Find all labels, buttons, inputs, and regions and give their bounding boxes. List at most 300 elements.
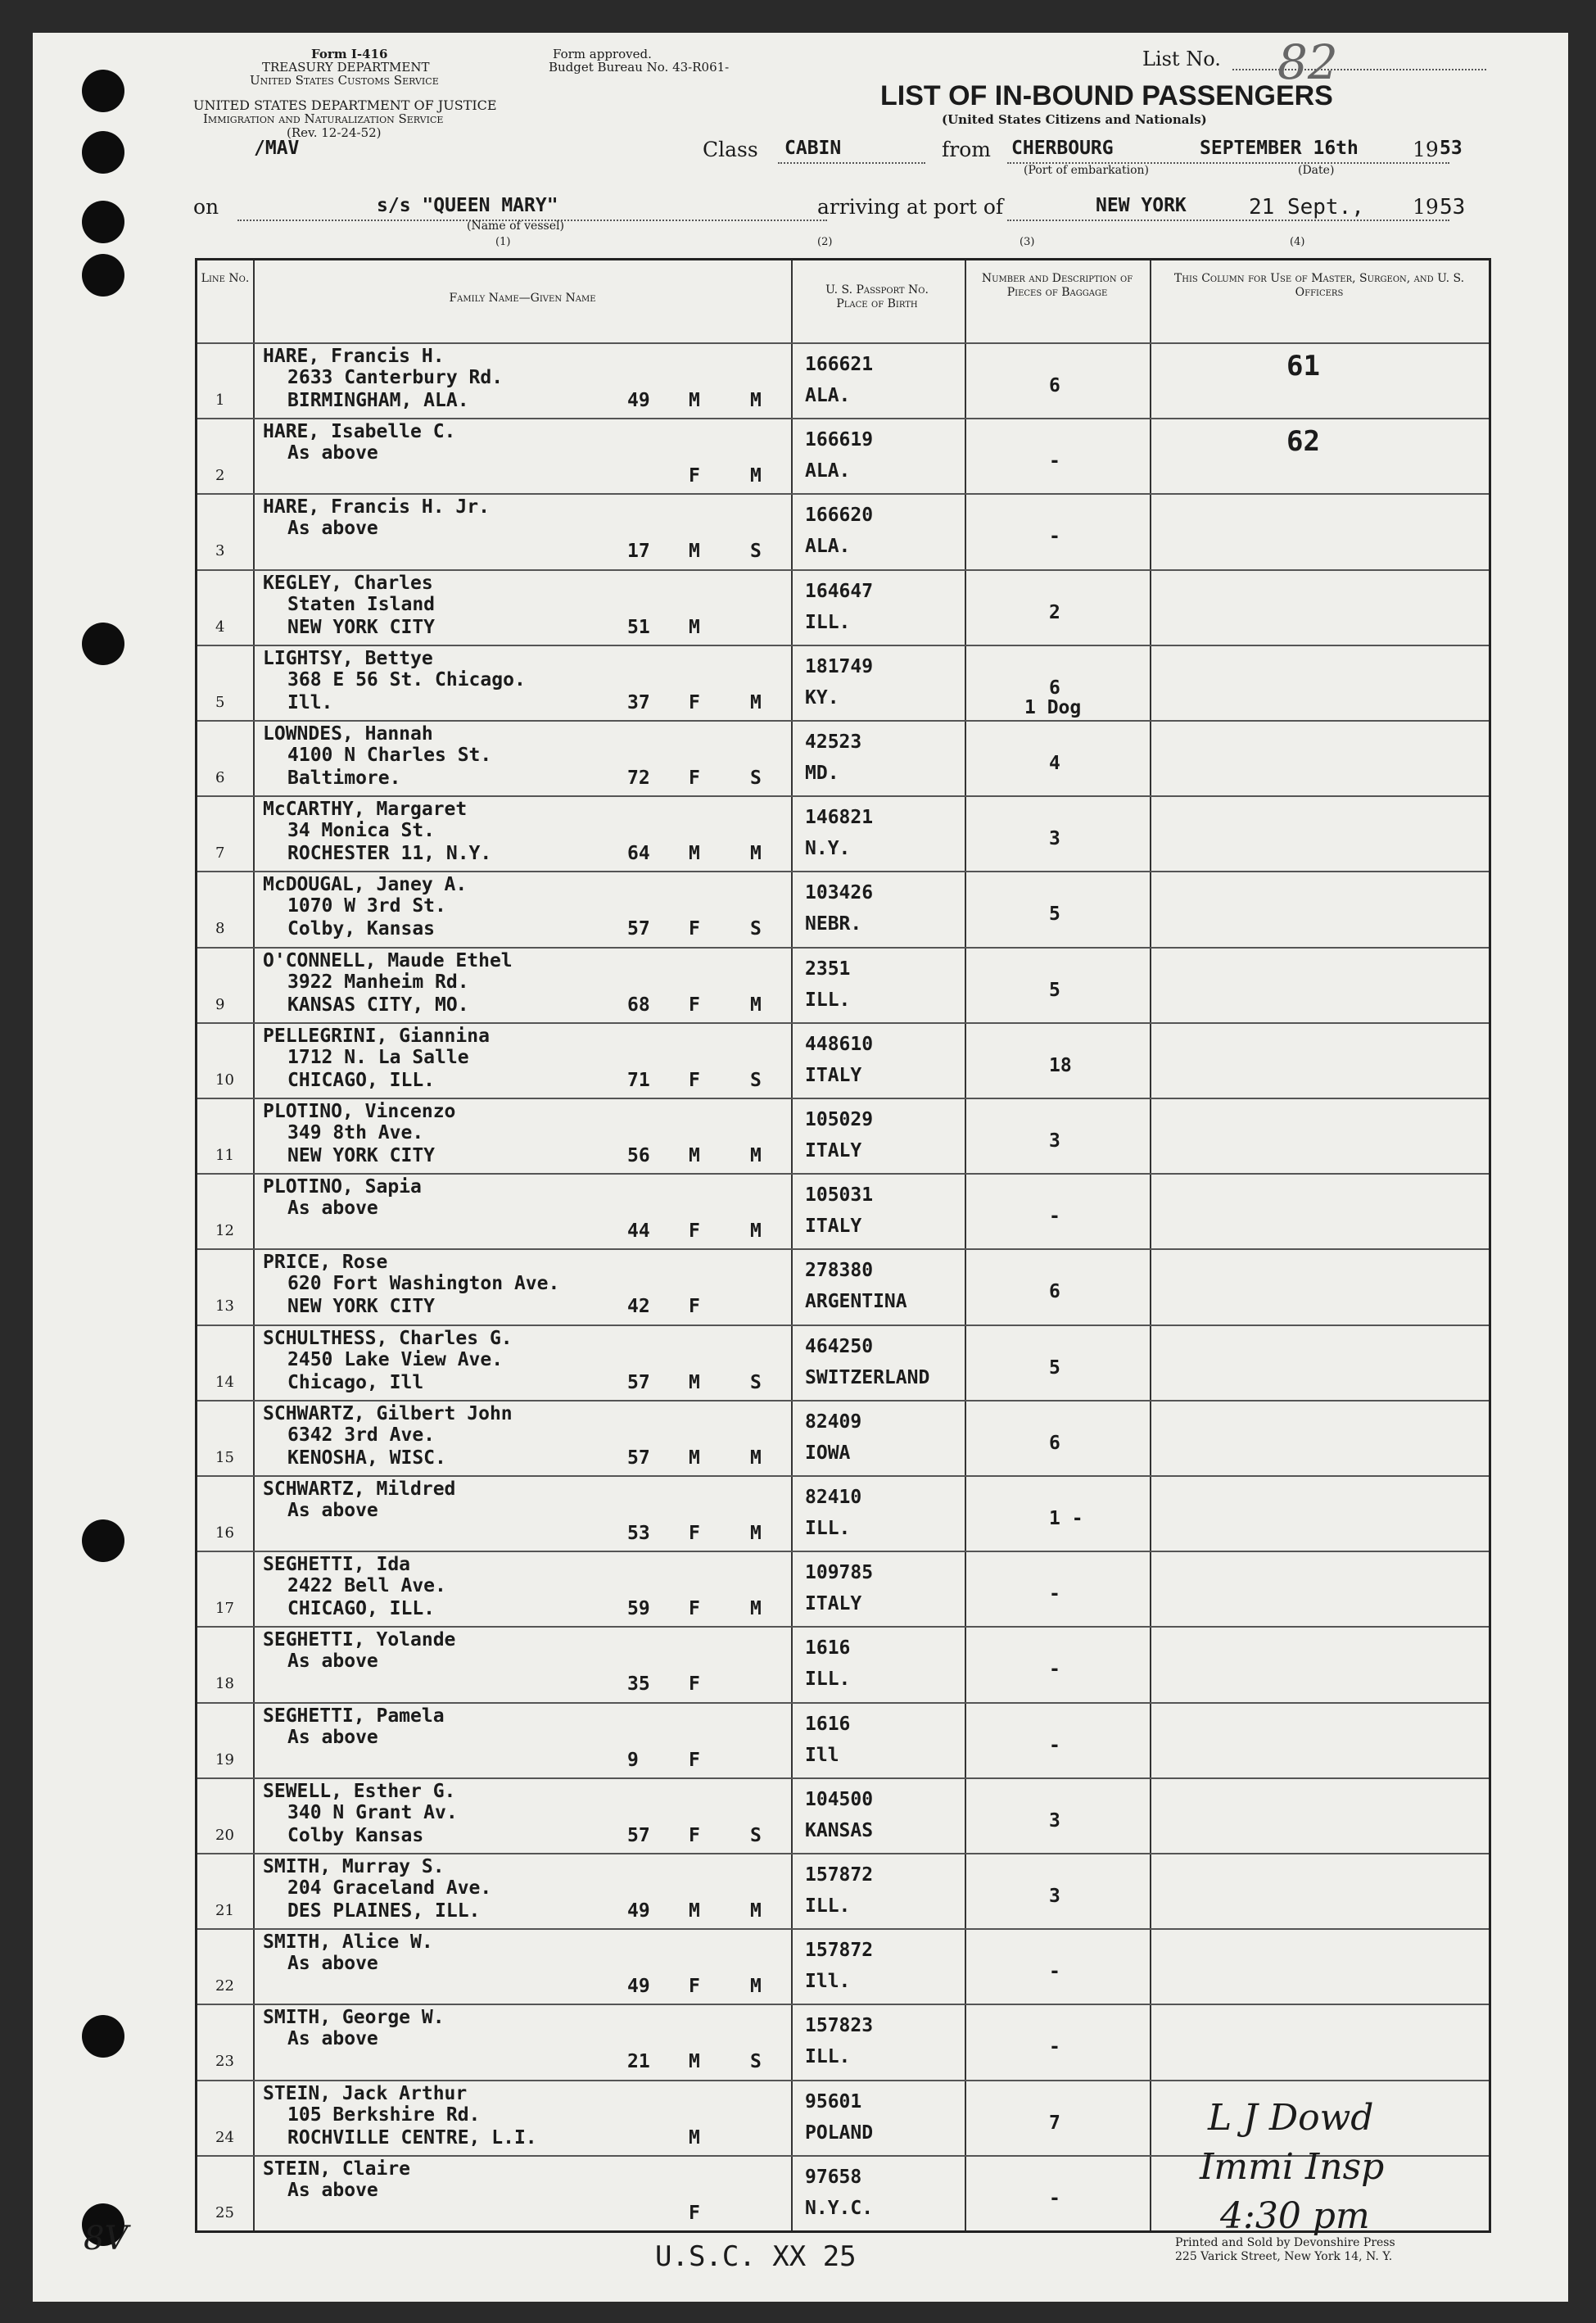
form-title: LIST OF IN-BOUND PASSENGERS	[880, 80, 1333, 111]
marital-status: M	[750, 843, 762, 865]
name-line-3: ROCHESTER 11, N.Y.	[287, 843, 492, 865]
age: 56	[627, 1145, 650, 1166]
ins-service: Immigration and Naturalization Service	[203, 111, 444, 126]
name-line-1: LOWNDES, Hannah	[263, 723, 433, 745]
passport-no: 1616	[805, 1713, 851, 1735]
baggage-count: -	[1049, 2187, 1060, 2209]
sex: F	[689, 918, 700, 940]
name-line-1: SCHWARTZ, Mildred	[263, 1478, 456, 1500]
age: 49	[627, 1900, 650, 1922]
sex: M	[689, 2051, 700, 2073]
name-line-3: Baltimore.	[287, 768, 401, 789]
age: 49	[627, 1976, 650, 1998]
age: 51	[627, 616, 650, 638]
name-line-1: SEGHETTI, Pamela	[263, 1705, 445, 1727]
name-line-1: HARE, Francis H.	[263, 346, 445, 367]
place-of-birth: ILL.	[805, 611, 851, 633]
name-line-2: As above	[287, 442, 378, 464]
place-of-birth: ITALY	[805, 1593, 862, 1615]
name-line-1: STEIN, Claire	[263, 2158, 411, 2180]
name-line-2: As above	[287, 1726, 378, 1748]
name-line-2: Staten Island	[287, 593, 436, 615]
name-line-3: NEW YORK CITY	[287, 616, 436, 638]
age: 9	[627, 1749, 639, 1771]
passport-no: 157872	[805, 1940, 874, 1962]
punch-hole-icon	[82, 2015, 124, 2058]
name-line-1: STEIN, Jack Arthur	[263, 2082, 468, 2104]
place-of-birth: ILL.	[805, 2046, 851, 2068]
baggage-count: 4	[1049, 753, 1060, 774]
name-line-1: McCARTHY, Margaret	[263, 799, 468, 821]
name-line-2: 4100 N Charles St.	[287, 745, 492, 766]
name-line-3: NEW YORK CITY	[287, 1145, 436, 1166]
place-of-birth: MD.	[805, 763, 839, 784]
line-number: 11	[215, 1147, 234, 1164]
arrival-year-prefix: 19	[1413, 195, 1439, 219]
table-row	[197, 2004, 1489, 2079]
col3-caption: (3)	[1020, 236, 1035, 248]
baggage-count: -	[1049, 2036, 1060, 2058]
name-line-3: Ill.	[287, 691, 333, 713]
age: 57	[627, 1447, 650, 1469]
name-line-2: As above	[287, 2028, 378, 2050]
name-line-3: CHICAGO, ILL.	[287, 1069, 436, 1091]
baggage-count: -	[1049, 526, 1060, 548]
class-label: Class	[703, 138, 758, 161]
name-line-1: HARE, Isabelle C.	[263, 421, 456, 443]
name-line-3: KENOSHA, WISC.	[287, 1447, 446, 1469]
name-line-2: As above	[287, 1500, 378, 1521]
name-line-2: 204 Graceland Ave.	[287, 1877, 492, 1899]
name-line-3: CHICAGO, ILL.	[287, 1598, 436, 1620]
table-row	[197, 342, 1489, 418]
sex: F	[689, 1523, 700, 1544]
inspector-signature-2: Immi Insp	[1200, 2146, 1385, 2188]
budget-bureau: Budget Bureau No. 43-R061-	[549, 60, 730, 75]
marital-status: S	[750, 768, 762, 789]
sex: F	[689, 465, 700, 487]
line-number: 6	[215, 769, 225, 786]
age: 37	[627, 691, 650, 713]
form-approved: Form approved.	[553, 47, 652, 61]
place-of-birth: ARGENTINA	[805, 1291, 907, 1313]
sex: F	[689, 1976, 700, 1998]
passport-no: 164647	[805, 580, 874, 602]
baggage-count: 1 -	[1049, 1508, 1083, 1529]
line-number: 20	[215, 1826, 234, 1844]
place-of-birth: KANSAS	[805, 1819, 874, 1841]
name-line-1: SMITH, Alice W.	[263, 1931, 433, 1954]
marital-status: M	[750, 1900, 762, 1922]
sex: M	[689, 616, 700, 638]
name-line-3: ROCHVILLE CENTRE, L.I.	[287, 2126, 537, 2149]
sex: M	[689, 1900, 700, 1922]
table-row	[197, 493, 1489, 568]
table-row	[197, 1702, 1489, 1777]
place-of-birth: ALA.	[805, 460, 851, 482]
name-line-2: 2422 Bell Ave.	[287, 1575, 446, 1597]
marital-status: S	[750, 1069, 762, 1091]
age: 53	[627, 1523, 650, 1544]
place-of-birth: KY.	[805, 686, 839, 709]
treasury-dept: TREASURY DEPARTMENT	[262, 60, 430, 75]
marital-status: S	[750, 2051, 762, 2073]
passport-no: 95601	[805, 2090, 862, 2112]
line-number: 15	[215, 1448, 234, 1466]
marital-status: M	[750, 1447, 762, 1469]
table-row	[197, 1173, 1489, 1248]
name-line-1: SCHWARTZ, Gilbert John	[263, 1402, 513, 1424]
form-number: Form I-416	[311, 47, 388, 61]
marital-status: M	[750, 1523, 762, 1544]
arrival-year: 53	[1440, 195, 1466, 220]
age: 59	[627, 1598, 650, 1620]
age: 57	[627, 1371, 650, 1393]
place-of-birth: Ill	[805, 1744, 839, 1766]
table-row	[197, 1475, 1489, 1551]
departure-date: SEPTEMBER 16th	[1200, 138, 1359, 159]
sex: F	[689, 691, 700, 713]
baggage-count: 7	[1049, 2112, 1060, 2134]
sex: M	[689, 541, 700, 563]
name-line-3: KANSAS CITY, MO.	[287, 994, 469, 1016]
name-line-1: LIGHTSY, Bettye	[263, 647, 433, 669]
punch-hole-icon	[82, 201, 124, 243]
sex: F	[689, 2202, 700, 2224]
line-number: 23	[215, 2053, 234, 2071]
place-of-birth: NEBR.	[805, 913, 862, 935]
baggage-count: 6	[1049, 1432, 1060, 1454]
baggage-count: -	[1049, 1583, 1060, 1605]
place-of-birth: ITALY	[805, 1140, 862, 1162]
passport-no: 105029	[805, 1109, 874, 1130]
sex: F	[689, 1220, 700, 1243]
passport-no: 82409	[805, 1411, 862, 1433]
table-row	[197, 947, 1489, 1022]
passport-no: 105031	[805, 1184, 874, 1207]
line-number: 21	[215, 1902, 234, 1919]
arrival-port: NEW YORK	[1096, 195, 1187, 216]
punch-hole-icon	[82, 623, 124, 665]
table-row	[197, 1248, 1489, 1324]
col1-caption: (1)	[495, 236, 511, 248]
passport-no: 42523	[805, 731, 862, 753]
officer-note: 61	[1286, 350, 1320, 383]
passport-no: 166619	[805, 429, 874, 451]
year-prefix: 19	[1413, 138, 1439, 161]
arriving-label: arriving at port of	[817, 195, 1004, 219]
marital-status: M	[750, 1976, 762, 1998]
place-of-birth: ITALY	[805, 1064, 862, 1086]
header-passport: U. S. Passport No. Place of Birth	[825, 283, 929, 310]
punch-hole-icon	[82, 1519, 124, 1562]
line-number: 19	[215, 1750, 234, 1768]
document-page	[33, 33, 1568, 2302]
place-of-birth: Ill.	[805, 1971, 851, 1993]
baggage-count: -	[1049, 451, 1060, 473]
justice-dept: UNITED STATES DEPARTMENT OF JUSTICE	[193, 97, 497, 113]
line-number: 7	[215, 845, 225, 863]
baggage-count: -	[1049, 1734, 1060, 1756]
class-value: CABIN	[784, 138, 842, 159]
line-number: 3	[215, 542, 225, 560]
name-line-1: SMITH, George W.	[263, 2007, 445, 2029]
line-number: 10	[215, 1071, 234, 1089]
table-row	[197, 871, 1489, 946]
age: 71	[627, 1069, 650, 1091]
name-line-1: PRICE, Rose	[263, 1252, 388, 1274]
name-line-2: 2450 Lake View Ave.	[287, 1348, 504, 1370]
vessel-caption: (Name of vessel)	[467, 220, 564, 233]
table-row	[197, 720, 1489, 795]
place-of-birth: ILL.	[805, 1669, 851, 1691]
place-of-birth: ITALY	[805, 1216, 862, 1238]
marital-status: S	[750, 541, 762, 563]
name-line-3: Chicago, Ill	[287, 1371, 424, 1393]
place-of-birth: POLAND	[805, 2121, 874, 2144]
name-line-1: SEWELL, Esther G.	[263, 1780, 456, 1802]
sex: F	[689, 1598, 700, 1620]
name-line-2: 349 8th Ave.	[287, 1122, 424, 1143]
table-row	[197, 1325, 1489, 1400]
marital-status: M	[750, 691, 762, 713]
line-number: 9	[215, 995, 225, 1013]
marital-status: S	[750, 1824, 762, 1846]
table-row	[197, 1400, 1489, 1475]
sex: M	[689, 390, 700, 411]
name-line-1: KEGLEY, Charles	[263, 572, 433, 594]
form-subtitle: (United States Citizens and Nationals)	[942, 112, 1207, 127]
name-line-1: O'CONNELL, Maude Ethel	[263, 949, 513, 971]
baggage-note: 1 Dog	[1024, 696, 1082, 718]
name-line-2: 34 Monica St.	[287, 820, 436, 842]
name-line-3: Colby, Kansas	[287, 918, 436, 940]
name-line-1: McDOUGAL, Janey A.	[263, 874, 468, 896]
table-row	[197, 569, 1489, 645]
passport-no: 166621	[805, 354, 874, 375]
departure-year: 53	[1440, 138, 1463, 159]
place-of-birth: ILL.	[805, 1895, 851, 1917]
margin-mark: 8V	[84, 2220, 129, 2257]
table-row	[197, 1098, 1489, 1173]
age: 72	[627, 768, 650, 789]
sex: F	[689, 994, 700, 1016]
name-line-2: 1712 N. La Salle	[287, 1046, 469, 1068]
baggage-count: 2	[1049, 601, 1060, 623]
sex: F	[689, 1069, 700, 1091]
age: 17	[627, 541, 650, 563]
col2-caption: (2)	[817, 236, 833, 248]
baggage-count: 3	[1049, 1130, 1060, 1152]
place-of-birth: ALA.	[805, 536, 851, 558]
marital-status: M	[750, 994, 762, 1016]
place-of-birth: ILL.	[805, 989, 851, 1011]
inspector-signature-1: L J Dowd	[1208, 2097, 1374, 2139]
name-line-2: 620 Fort Washington Ave.	[287, 1273, 560, 1295]
name-line-2: 340 N Grant Av.	[287, 1801, 458, 1823]
passport-no: 1616	[805, 1637, 851, 1660]
passport-no: 181749	[805, 655, 874, 677]
age: 21	[627, 2051, 650, 2073]
name-line-3: Colby Kansas	[287, 1824, 424, 1846]
age: 57	[627, 918, 650, 940]
name-line-2: 2633 Canterbury Rd.	[287, 367, 504, 388]
header-baggage: Number and Description of Pieces of Baggage	[981, 272, 1133, 299]
sex: F	[689, 1673, 700, 1696]
line-number: 13	[215, 1297, 234, 1315]
name-line-1: SCHULTHESS, Charles G.	[263, 1327, 513, 1349]
age: 44	[627, 1220, 650, 1243]
passport-no: 157823	[805, 2015, 874, 2037]
baggage-count: -	[1049, 1659, 1060, 1681]
header-officers: This Column for Use of Master, Surgeon, and U. S. Officers	[1173, 272, 1465, 299]
name-line-2: As above	[287, 1198, 378, 1220]
printer-line-2: 225 Varick Street, New York 14, N. Y.	[1175, 2250, 1393, 2263]
name-line-2: 368 E 56 St. Chicago.	[287, 668, 526, 691]
table-row	[197, 1853, 1489, 1928]
passport-no: 464250	[805, 1335, 874, 1357]
name-line-2: As above	[287, 1953, 378, 1975]
passport-no: 103426	[805, 882, 874, 904]
table-row	[197, 1928, 1489, 2004]
arrival-date: 21 Sept.,	[1249, 195, 1364, 220]
line-number: 1	[215, 392, 225, 409]
name-line-3: NEW YORK CITY	[287, 1296, 436, 1318]
printer-line-1: Printed and Sold by Devonshire Press	[1175, 2236, 1395, 2249]
marital-status: M	[750, 390, 762, 411]
line-number: 25	[215, 2203, 234, 2221]
inspector-signature-3: 4:30 pm	[1220, 2195, 1370, 2237]
marital-status: S	[750, 918, 762, 940]
line-number: 16	[215, 1524, 234, 1542]
passport-no: 146821	[805, 807, 874, 829]
passport-no: 104500	[805, 1788, 874, 1810]
sex: M	[689, 1447, 700, 1469]
passport-no: 448610	[805, 1033, 874, 1055]
marital-status: M	[750, 1220, 762, 1243]
table-row	[197, 795, 1489, 871]
header-name: Family Name—Given Name	[449, 292, 596, 305]
table-row	[197, 1777, 1489, 1853]
place-of-birth: IOWA	[805, 1442, 851, 1464]
marital-status: S	[750, 1371, 762, 1393]
name-line-3: BIRMINGHAM, ALA.	[287, 390, 469, 411]
table-row	[197, 1022, 1489, 1098]
header-line-no: Line No.	[201, 272, 250, 285]
punch-hole-icon	[82, 70, 124, 112]
line-number: 14	[215, 1373, 234, 1391]
baggage-count: 5	[1049, 903, 1060, 926]
name-line-1: SMITH, Murray S.	[263, 1856, 445, 1877]
table-row	[197, 418, 1489, 493]
sex: M	[689, 1145, 700, 1166]
passport-no: 2351	[805, 958, 851, 980]
form-code: U.S.C. XX 25	[655, 2240, 857, 2273]
baggage-count: 6	[1049, 677, 1060, 699]
name-line-3: DES PLAINES, ILL.	[287, 1900, 481, 1922]
name-line-1: HARE, Francis H. Jr.	[263, 496, 490, 518]
line-number: 22	[215, 1977, 234, 1995]
punch-hole-icon	[82, 131, 124, 174]
name-line-2: 6342 3rd Ave.	[287, 1424, 436, 1446]
table-row	[197, 1626, 1489, 1701]
list-no-value: 82	[1277, 34, 1338, 90]
line-number: 4	[215, 618, 225, 636]
sex: F	[689, 1824, 700, 1846]
line-number: 5	[215, 693, 225, 711]
line-number: 18	[215, 1675, 234, 1693]
table-row	[197, 645, 1489, 720]
age: 35	[627, 1673, 650, 1696]
passport-no: 157872	[805, 1864, 874, 1886]
punch-hole-icon	[82, 254, 124, 297]
col4-caption: (4)	[1290, 236, 1305, 248]
name-line-1: SEGHETTI, Ida	[263, 1554, 411, 1576]
name-line-2: As above	[287, 1651, 378, 1673]
place-of-birth: N.Y.C.	[805, 2197, 874, 2219]
baggage-count: 3	[1049, 1886, 1060, 1907]
age: 49	[627, 390, 650, 411]
sex: M	[689, 1371, 700, 1393]
marital-status: M	[750, 1145, 762, 1166]
officer-note: 62	[1286, 425, 1320, 459]
passport-no: 82410	[805, 1487, 862, 1508]
marital-status: M	[750, 1598, 762, 1620]
age: 64	[627, 843, 650, 865]
name-line-1: PELLEGRINI, Giannina	[263, 1025, 490, 1047]
place-of-birth: N.Y.	[805, 838, 851, 860]
embarkation-caption: (Port of embarkation)	[1024, 164, 1149, 177]
line-number: 2	[215, 467, 225, 485]
list-no-label: List No.	[1142, 48, 1221, 70]
name-line-2: 105 Berkshire Rd.	[287, 2103, 481, 2126]
vessel-name: s/s "QUEEN MARY"	[377, 195, 558, 216]
baggage-count: 5	[1049, 979, 1060, 1001]
date-caption: (Date)	[1298, 164, 1335, 177]
baggage-count: 6	[1049, 375, 1060, 396]
passenger-table	[195, 258, 1491, 2233]
age: 42	[627, 1296, 650, 1318]
line-number: 24	[215, 2128, 234, 2146]
passport-no: 166620	[805, 505, 874, 527]
baggage-count: 3	[1049, 1809, 1060, 1832]
sex: F	[689, 768, 700, 789]
baggage-count: -	[1049, 1961, 1060, 1983]
baggage-count: 18	[1049, 1054, 1072, 1076]
baggage-count: 3	[1049, 828, 1060, 850]
name-line-1: PLOTINO, Sapia	[263, 1176, 422, 1198]
mav-mark: /MAV	[254, 138, 300, 159]
passport-no: 109785	[805, 1562, 874, 1584]
sex: M	[689, 843, 700, 865]
age: 57	[627, 1824, 650, 1846]
embarkation-port: CHERBOURG	[1011, 138, 1114, 159]
line-number: 8	[215, 920, 225, 938]
marital-status: M	[750, 465, 762, 487]
baggage-count: 6	[1049, 1281, 1060, 1303]
baggage-count: -	[1049, 1206, 1060, 1228]
place-of-birth: ILL.	[805, 1518, 851, 1539]
sex: M	[689, 2126, 700, 2149]
name-line-2: As above	[287, 2179, 378, 2201]
sex: F	[689, 1296, 700, 1318]
place-of-birth: SWITZERLAND	[805, 1366, 930, 1388]
table-row	[197, 1551, 1489, 1626]
sex: F	[689, 1749, 700, 1771]
age: 68	[627, 994, 650, 1016]
name-line-1: SEGHETTI, Yolande	[263, 1629, 456, 1651]
line-number: 12	[215, 1222, 234, 1240]
